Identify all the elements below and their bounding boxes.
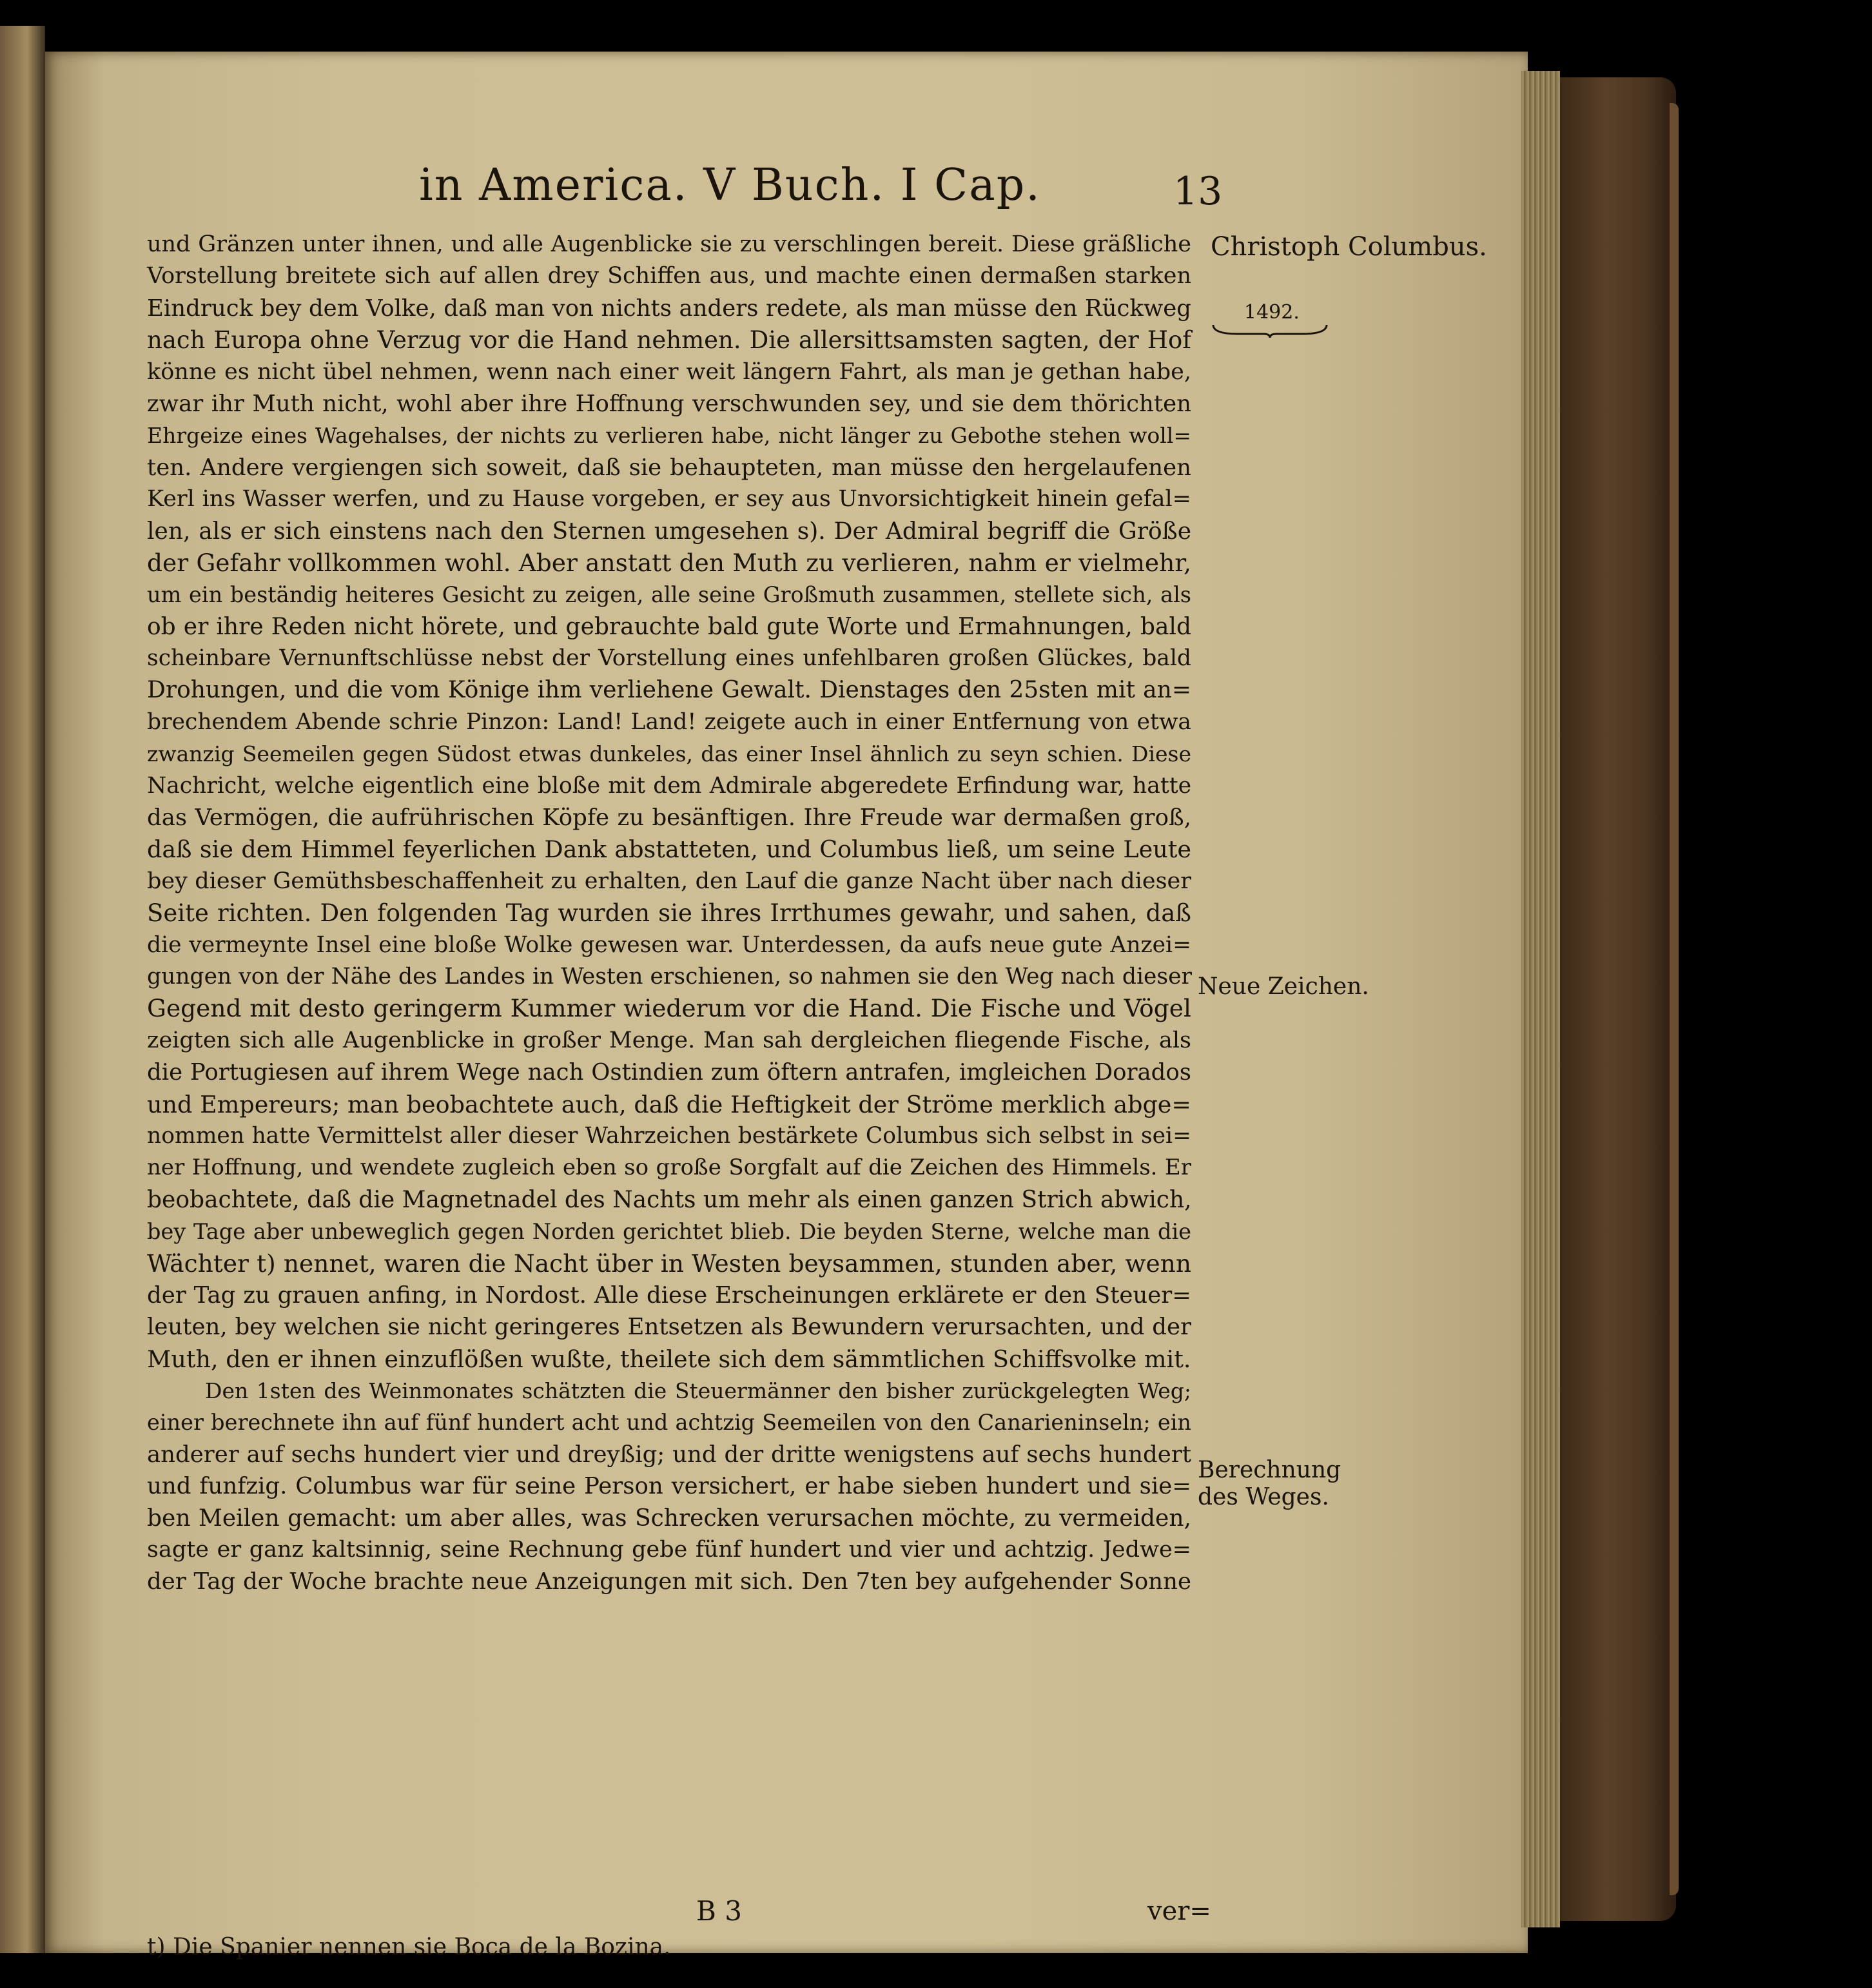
body-line: nommen hatte Vermittelst aller dieser Wahrzeichen bestärkete Columbus sich selbst in sei=	[147, 1122, 1191, 1149]
body-line: und funfzig. Columbus war für seine Person versichert, er habe sieben hundert und sie=	[147, 1473, 1191, 1500]
body-line: Gegend mit desto geringerm Kummer wiederum vor die Hand. Die Fische und Vögel	[147, 994, 1191, 1023]
body-line: Drohungen, und die vom Könige ihm verliehene Gewalt. Dienstages den 25sten mit an=	[147, 677, 1191, 704]
body-line: leuten, bey welchen sie nicht geringeres Entsetzen als Bewundern verursachten, und der	[147, 1314, 1191, 1341]
body-line: die Portugiesen auf ihrem Wege nach Ostindien zum öftern antrafen, imgleichen Dorados	[147, 1059, 1191, 1086]
body-line: ner Hoffnung, und wendete zugleich eben so große Sorgfalt auf die Zeichen des Himmels. Er	[147, 1155, 1191, 1181]
signature-mark: B 3	[696, 1895, 742, 1927]
catchword: ver=	[1147, 1896, 1211, 1926]
body-line: Den 1sten des Weinmonates schätzten die Steuermänner den bisher zurückgelegten Weg;	[205, 1378, 1191, 1404]
page-number: 13	[1173, 169, 1223, 214]
body-line: Seite richten. Den folgenden Tag wurden sie ihres Irrthumes gewahr, und sahen, daß	[147, 899, 1191, 928]
facing-page-edge	[0, 26, 45, 1953]
book-cover	[1560, 77, 1676, 1921]
body-line: Muth, den er ihnen einzuflößen wußte, theilete sich dem sämmtlichen Schiffsvolke mit.	[147, 1345, 1191, 1373]
page-block-edge	[1521, 71, 1560, 1927]
body-line: nach Europa ohne Verzug vor die Hand nehmen. Die allersittsamsten sagten, der Hof	[147, 326, 1191, 355]
body-line: um ein beständig heiteres Gesicht zu zeigen, alle seine Großmuth zusammen, stellete sich, als	[147, 582, 1191, 608]
body-line: Wächter t) nennet, waren die Nacht über in Westen beysammen, stunden aber, wenn	[147, 1249, 1191, 1278]
body-line: beobachtete, daß die Magnetnadel des Nachts um mehr als einen ganzen Strich abwich,	[147, 1186, 1192, 1213]
body-line: der Tag der Woche brachte neue Anzeigungen mit sich. Den 7ten bey aufgehender Sonne	[147, 1568, 1191, 1595]
body-line: brechendem Abende schrie Pinzon: Land! Land! zeigete auch in einer Entfernung von etwa	[147, 708, 1191, 735]
body-line: bey Tage aber unbeweglich gegen Norden gerichtet blieb. Die beyden Sterne, welche man die	[147, 1219, 1191, 1245]
margin-note-year: 1492.	[1244, 301, 1300, 324]
body-line: daß sie dem Himmel feyerlichen Dank abstatteten, und Columbus ließ, um seine Leute	[147, 835, 1191, 864]
body-text	[147, 229, 1191, 1598]
margin-note-berechnung	[1198, 1457, 1341, 1511]
body-line: und Empereurs; man beobachtete auch, daß die Heftigkeit der Ströme merklich abge=	[147, 1090, 1191, 1118]
body-line: ten. Andere vergiengen sich soweit, daß sie behaupteten, man müsse den hergelaufenen	[147, 454, 1191, 481]
body-line: sagte er ganz kaltsinnig, seine Rechnung gebe fünf hundert und vier und achtzig. Jedwe=	[147, 1537, 1191, 1563]
margin-note-neue-zeichen: Neue Zeichen.	[1198, 973, 1369, 1000]
body-line: das Vermögen, die aufrührischen Köpfe zu besänftigen. Ihre Freude war dermaßen groß,	[147, 804, 1191, 832]
body-line: Vorstellung breitete sich auf allen drey Schiffen aus, und machte einen dermaßen starken	[147, 263, 1191, 289]
body-line: Nachricht, welche eigentlich eine bloße mit dem Admirale abgeredete Erfindung war, hatte	[147, 772, 1191, 799]
body-line: der Tag zu grauen anfing, in Nordost. Alle diese Erscheinungen erklärete er den Steuer=	[147, 1281, 1191, 1309]
body-line: ob er ihre Reden nicht hörete, und gebrauchte bald gute Worte und Ermahnungen, bald	[147, 613, 1191, 640]
body-line: zwar ihr Muth nicht, wohl aber ihre Hoffnung verschwunden sey, und sie dem thörichten	[147, 390, 1191, 417]
body-line: die vermeynte Insel eine bloße Wolke gewesen war. Unterdessen, da aufs neue gute Anzei=	[147, 931, 1191, 958]
book-cover-edge	[1670, 103, 1679, 1895]
body-line: anderer auf sechs hundert vier und dreyßig; und der dritte wenigstens auf sechs hundert	[147, 1441, 1191, 1468]
body-line: Eindruck bey dem Volke, daß man von nichts anders redete, als man müsse den Rückweg	[147, 295, 1191, 322]
body-line: zeigten sich alle Augenblicke in großer Menge. Man sah dergleichen fliegende Fische, als	[147, 1027, 1191, 1053]
margin-note-christoph-columbus: Christoph Columbus.	[1211, 232, 1487, 262]
body-line: ben Meilen gemacht: um aber alles, was Schrecken verursachen möchte, zu vermeiden,	[147, 1505, 1191, 1532]
footnote: t) Die Spanier nennen sie Boca de la Bozina.	[147, 1934, 671, 1960]
body-line: zwanzig Seemeilen gegen Südost etwas dunkeles, das einer Insel ähnlich zu seyn schien. Diese	[147, 741, 1191, 767]
body-line: gungen von der Nähe des Landes in Westen erschienen, so nahmen sie den Weg nach dieser	[147, 963, 1193, 989]
running-head: in America. V Buch. I Cap.	[419, 160, 1041, 211]
body-line: könne es nicht übel nehmen, wenn nach einer weit längern Fahrt, als man je gethan habe,	[147, 358, 1191, 385]
body-line: len, als er sich einstens nach den Sternen umgesehen s). Der Admiral begriff die Größe	[147, 518, 1191, 545]
body-line: einer berechnete ihn auf fünf hundert acht und achtzig Seemeilen von den Canarieninseln; ein	[147, 1410, 1191, 1436]
body-line: der Gefahr vollkommen wohl. Aber anstatt den Muth zu verlieren, nahm er vielmehr,	[147, 548, 1191, 577]
body-line: scheinbare Vernunftschlüsse nebst der Vorstellung eines unfehlbaren großen Glückes, bald	[147, 645, 1191, 672]
margin-note-berechnung-line-1: Berechnung	[1198, 1457, 1341, 1483]
body-line: Kerl ins Wasser werfen, und zu Hause vorgeben, er sey aus Unvorsichtigkeit hinein gefal=	[147, 486, 1191, 512]
body-line: Ehrgeize eines Wagehalses, der nichts zu verlieren habe, nicht länger zu Gebothe stehen woll=	[147, 423, 1191, 449]
body-line: bey dieser Gemüthsbeschaffenheit zu erhalten, den Lauf die ganze Nacht über nach dieser	[147, 868, 1191, 894]
margin-bracket	[1212, 322, 1328, 339]
body-line: und Gränzen unter ihnen, und alle Augenblicke sie zu verschlingen bereit. Diese gräßliche	[147, 231, 1191, 257]
margin-note-berechnung-line-2: des Weges.	[1198, 1484, 1329, 1510]
